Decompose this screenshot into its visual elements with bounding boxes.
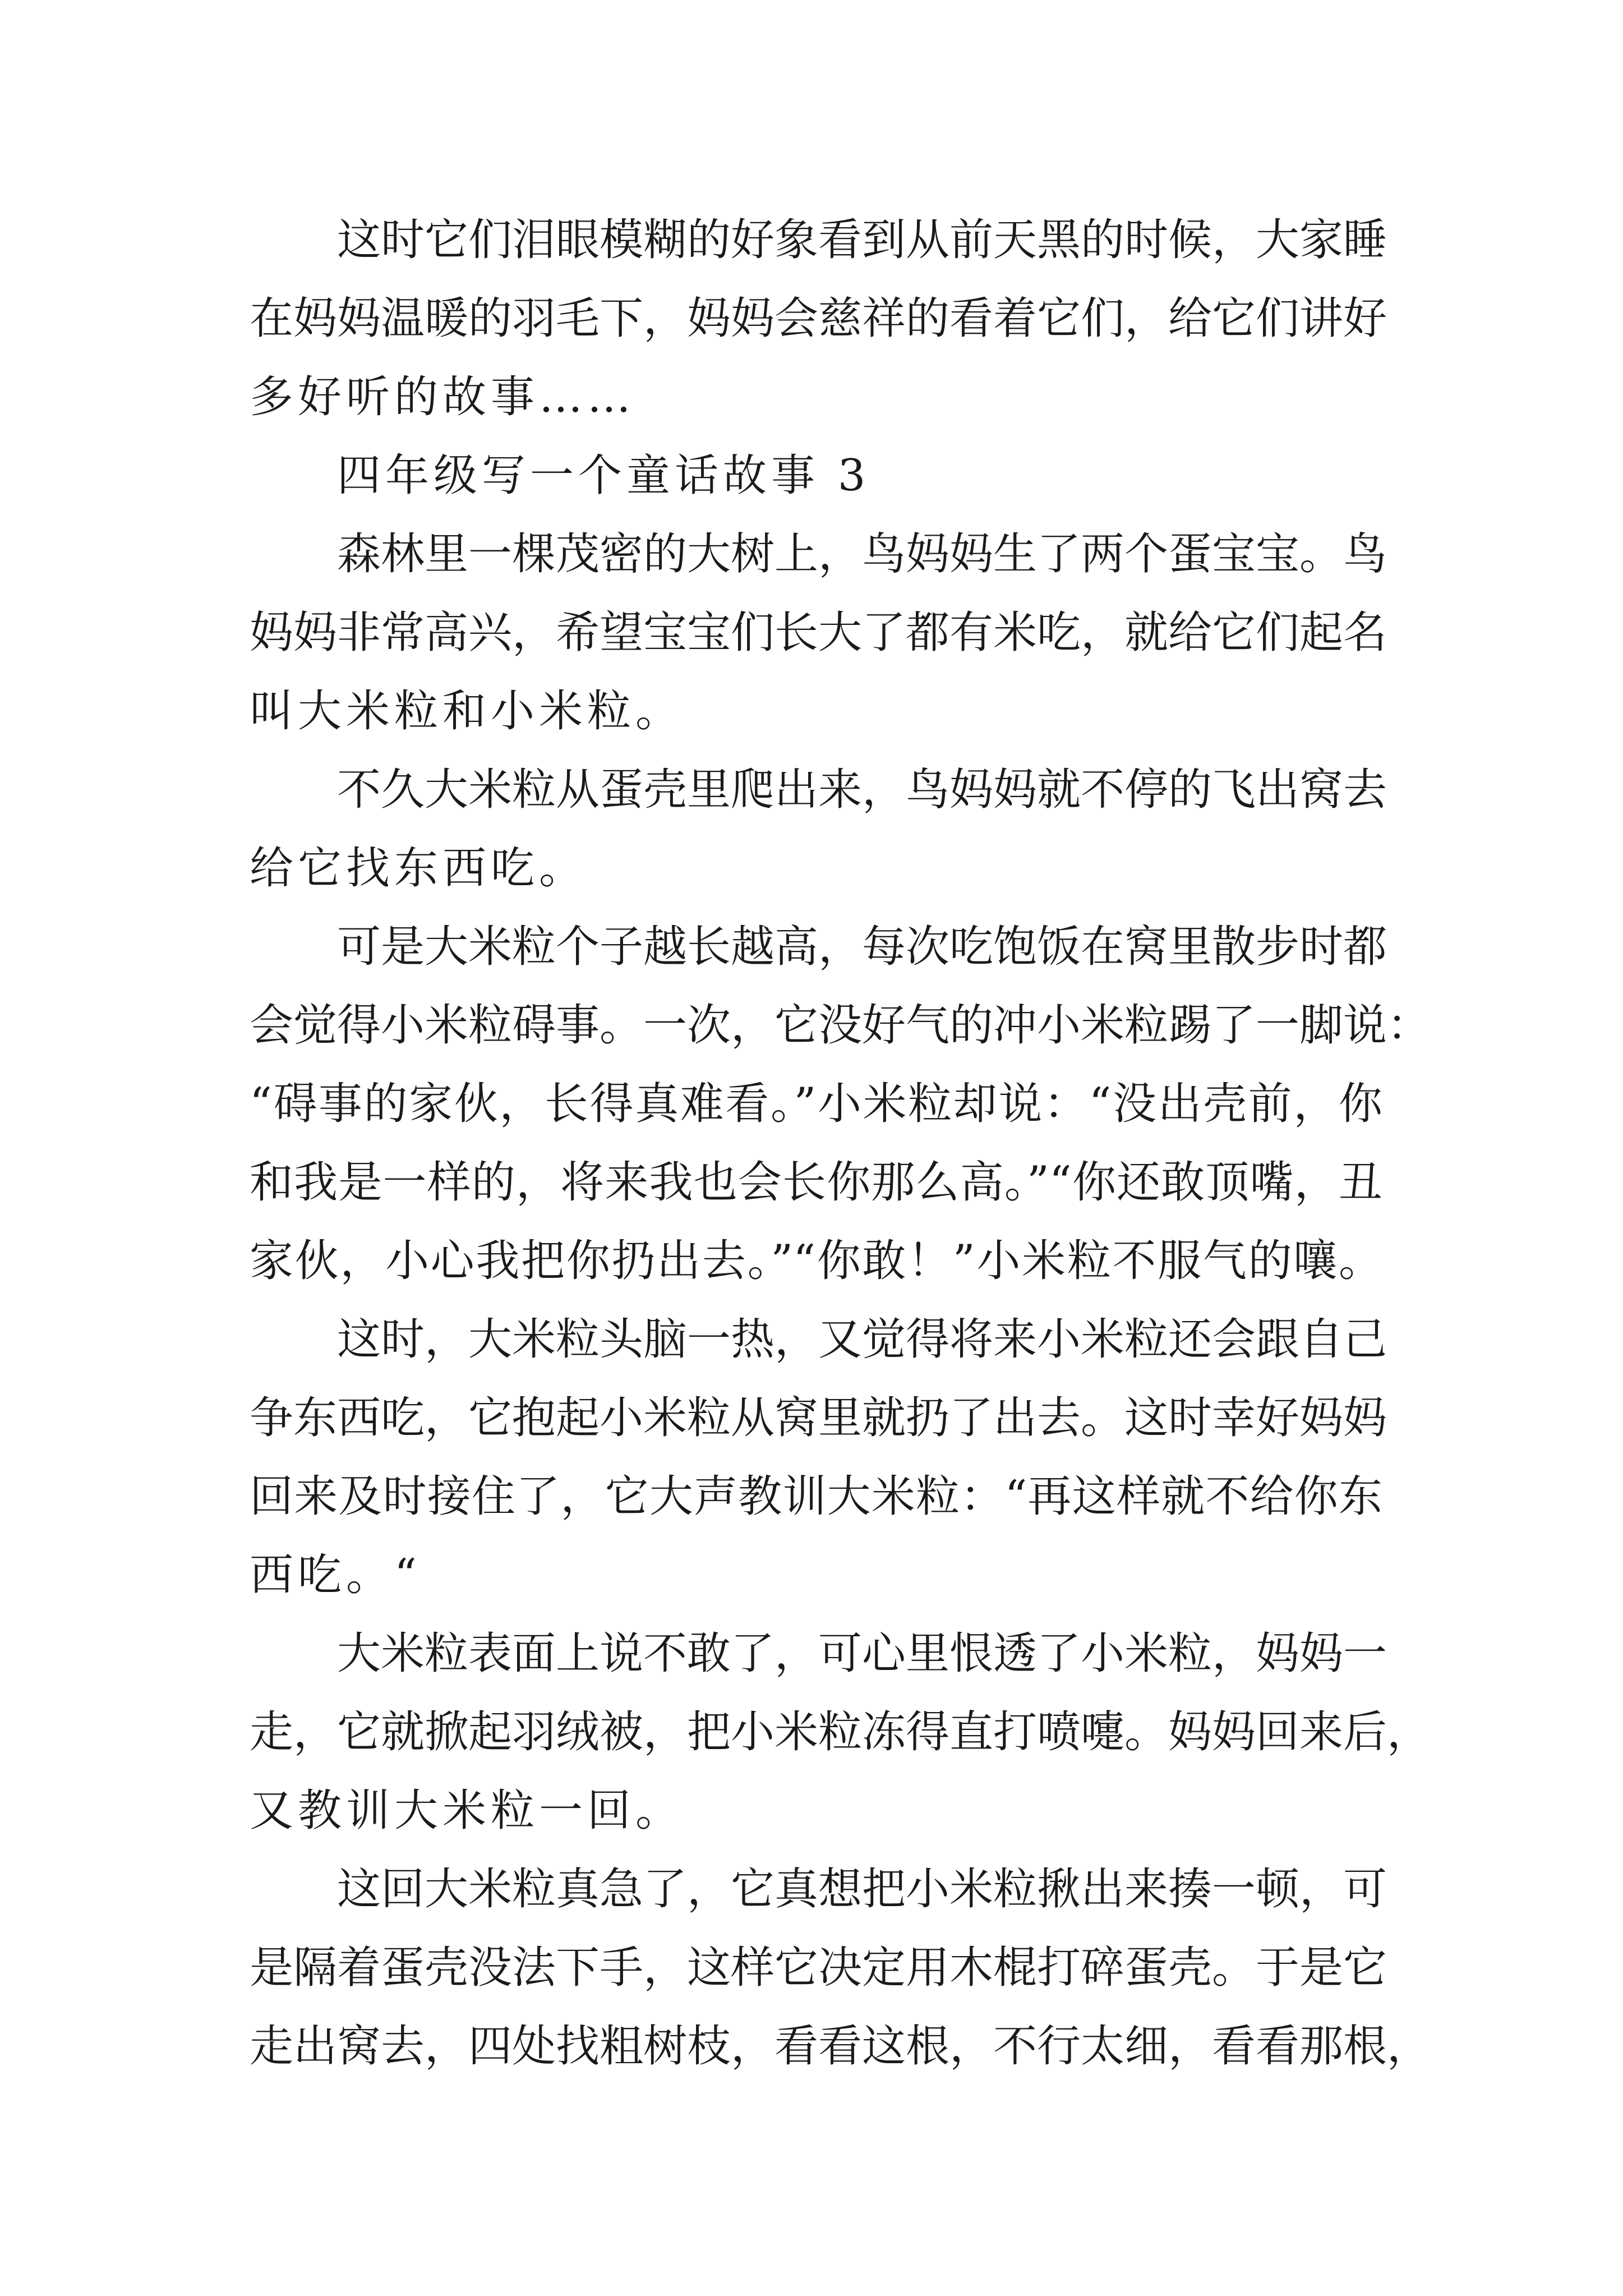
paragraph-line: 会觉得小米粒碍事。一次，它没好气的冲小米粒踢了一脚说：	[250, 1000, 1431, 1051]
paragraph-line: 和我是一样的，将来我也会长你那么高。”“你还敢顶嘴，丑	[250, 1157, 1382, 1208]
paragraph-line: 多好听的故事……	[250, 372, 636, 422]
paragraph-line: 给它找东西吃。	[250, 843, 588, 894]
paragraph-line: 不久大米粒从蛋壳里爬出来，鸟妈妈就不停的飞出窝去	[337, 765, 1387, 815]
paragraph-line: 又教训大米粒一回。	[250, 1786, 684, 1836]
paragraph-line: 这时它们泪眼模糊的好象看到从前天黑的时候，大家睡	[337, 215, 1387, 265]
paragraph-line: 走出窝去，四处找粗树枝，看看这根，不行太细，看看那根，	[250, 2021, 1431, 2072]
paragraph-line: 争东西吃，它抱起小米粒从窝里就扔了出去。这时幸好妈妈	[250, 1393, 1387, 1443]
paragraph-line: 这回大米粒真急了，它真想把小米粒揪出来揍一顿，可	[337, 1864, 1387, 1915]
paragraph-line: 西吃。“	[250, 1550, 421, 1600]
paragraph-line: 叫大米粒和小米粒。	[250, 686, 684, 737]
paragraph-line: 大米粒表面上说不敢了，可心里恨透了小米粒，妈妈一	[337, 1628, 1387, 1679]
paragraph-line: 家伙，小心我把你扔出去。”“你敢！”小米粒不服气的嚷。	[250, 1236, 1382, 1286]
paragraph-line: “碍事的家伙，长得真难看。”小米粒却说：“没出壳前，你	[250, 1079, 1382, 1129]
paragraph-line: 回来及时接住了，它大声教训大米粒：“再这样就不给你东	[250, 1471, 1382, 1522]
paragraph-line: 可是大米粒个子越长越高，每次吃饱饭在窝里散步时都	[337, 922, 1387, 972]
paragraph-line: 走，它就掀起羽绒被，把小米粒冻得直打喷嚏。妈妈回来后，	[250, 1707, 1431, 1757]
paragraph-line: 在妈妈温暖的羽毛下，妈妈会慈祥的看着它们，给它们讲好	[250, 293, 1387, 344]
paragraph-line: 森林里一棵茂密的大树上，鸟妈妈生了两个蛋宝宝。鸟	[337, 529, 1387, 579]
section-heading: 四年级写一个童话故事 3	[337, 450, 870, 501]
paragraph-line: 是隔着蛋壳没法下手，这样它决定用木棍打碎蛋壳。于是它	[250, 1943, 1387, 1993]
paragraph-line: 这时，大米粒头脑一热，又觉得将来小米粒还会跟自己	[337, 1314, 1387, 1365]
paragraph-line: 妈妈非常高兴，希望宝宝们长大了都有米吃，就给它们起名	[250, 608, 1387, 658]
